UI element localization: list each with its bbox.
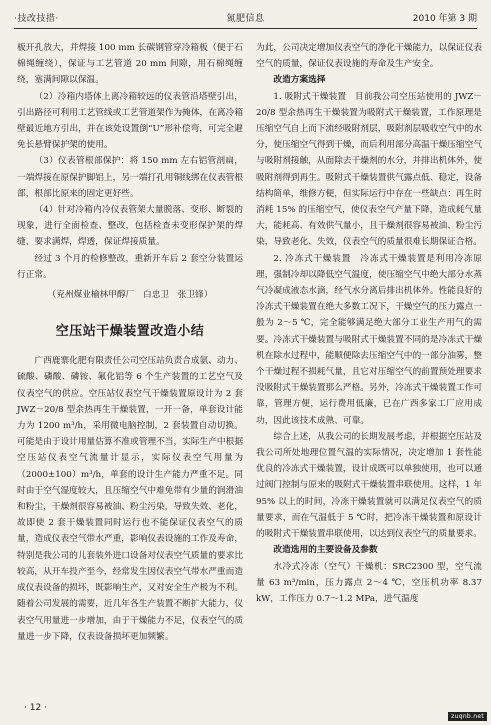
page-number: · 12 · (24, 703, 47, 713)
paragraph: 经过 3 个月的检修整改，重新开车后 2 套空分装置运行正常。 (17, 253, 243, 280)
paragraph: （3）仪表管根部保护：将 150 mm 左右铝管剖扁，一端焊接在原保护脚铝上，另一端打孔用铜线绑在仪表管根部，根部比原来的固定更好些。 (17, 156, 243, 199)
running-header (14, 10, 477, 29)
left-column (17, 40, 243, 645)
article-title: 空压站干燥装置改造小结 (55, 324, 205, 340)
author-byline: （兖州煤业榆林甲醇厂 白忠卫 张卫锋） (47, 290, 213, 301)
paragraph: （2）冷箱内塔体上离冷箱较远的仪表管沿塔壁引出，引出路径可利用工艺管线或工艺管道架作为掩体，在离冷箱壁最近地方引出，并在该处设置倒“U”形补偿弯，可完全避免长悬臂保护架的使用。 (17, 91, 243, 151)
paragraph: 1. 吸附式干燥装置 目前我公司空压站使用的 JWZ－20/8 型余热再生干燥装置为吸附式干燥装置，工作原理是压缩空气自上而下流经吸附剂层，吸附剂层吸收空气中的水分，使压缩空气得到干燥，而后利用部分高温干燥压缩空气与吸附剂接触，从面除去干燥剂的水分，并排出机体外，使吸附剂得到再生。吸附式干燥装置供气露点低、稳定，设备结构简单，维修方便，但实际运行中存在一些缺点：再生时消耗 15% 的压缩空气，使仪表空气产量下降，造成耗气量大，能耗高、有效供气量小，且干燥剂很容易被油、粉尘污染，导致老化、失效，仪表空气的质量很难长期保证合格。 (256, 91, 482, 248)
paragraph: 综合上述，从我公司的长期发展考虑，并根据空压站及我公司所处地理位置气温的实际情况，决定增加 1 套性能优良的冷冻式干燥装置，设计成既可以单独使用，也可以通过阀门控制与原来的吸附式干燥装置串联使用。这样，1 年 95% 以上的时间，冷冻干燥装置就可以满足仪表空气的质量要求，而在气温低于 5 ℃时，把冷冻干燥装置和原设计的吸附式干燥装置串联使用，以达到仪表空气的质量要求。 (256, 431, 482, 540)
paragraph: （4）针对冷箱内冷仪表管架大量脱落、变形、断裂的现象，进行全面检查、整改，包括检查未变形保护架的焊缝，要求满焊，焊透，保证焊接质量。 (17, 205, 243, 248)
paragraph: 为此，公司决定增加仪表空气的净化干燥能力，以保证仪表空气的质量，保证仪表设施的寿命及生产安全。 (256, 43, 482, 70)
right-column (256, 40, 482, 607)
paragraph: 广西鹿寨化肥有限责任公司空压站负责合成氨、动力、硫酸、磷酸、磷铵、氟化铝等 6 个生产装置的工艺空气及仪表空气的供应。空压站仪表空气干燥装置原设计为 2 套 JWZ－20/8 型余热再生干燥装置，一开一备，单套设计能力为 1200 m³/h，采用微电脑控制，2 套装置自动切换。可能是由于设计用量估算不准或管理不当，实际生产中根据空压站仪表空气流量计显示，实际仪表空气用量为（2000±100）m³/h，单套的设计生产能力严重不足。同时由于空气湿度较大，且压缩空气中难免带有少量的润滑油和粉尘，干燥剂很容易被油、粉尘污染，导致失效、老化，故即使 2 套干燥装置同时运行也不能保证仪表空气的质量，造成仪表空气带水严重，影响仪表设施的工作及寿命，特别是我公司的儿套装外进口设备对仪表空气质量的要求比较高，从开车投产至今，经常发生因仪表空气带水严重而造成仪表设备的损坏，既影响生产，又对安全生产极为不利。随着公司发展的需要，近几年各生产装置不断扩大能力，仪表空气用量进一步增加，由于干燥能力不足，仪表空气的质量进一步下降，仪表设备损坏更加频繁。 (17, 356, 243, 642)
journal-name: 氮肥信息 (226, 14, 265, 24)
paragraph: 水冷式冷冻（空气）干燥机：SRC2300 型，空气流量 63 m³/min，压力露点 2～4 ℃，空压机功率 8.37 kW，工作压力 0.7～1.2 MPa，进气温度 (256, 561, 482, 604)
paragraph: 2. 冷冻式干燥装置 冷冻式干燥装置是利用冷冻原理，强制冷却以降低空气温度，使压缩空气中绝大部分水蒸气冷凝成液态水滴，经气水分离后排出机体外。性能良好的冷冻式干燥装置在绝大多数工况下，干燥空气的压力露点一般为 2～5 ℃，完全能够满足绝大部分工业生产用气的需要。冷冻式干燥装置与吸附式干燥装置不同的是冷冻式干燥机在除水过程中，能顺便除去压缩空气中的一部分油雾，整个干燥过程不损耗气量，且它对压缩空气的前置预处理要求没吸附式干燥装置那么严格。另外，冷冻式干燥装置工作可靠，管理方便，运行费用低廉，已在广西多家工厂应用成功，因此该技术成熟、可靠。 (256, 253, 482, 426)
section-heading: 改造选用的主要设备及参数 (273, 545, 378, 556)
section-heading: 改造方案选择 (273, 75, 326, 86)
paragraph: 板开孔放大，并焊接 100 mm 长碳钢管穿冷箱板（便于石棉绳缠绕），保证与工艺管道 20 mm 间隙，用石棉绳缠绕，塞满间隙以保温。 (17, 43, 243, 86)
site-watermark: zuqnb.net (448, 712, 487, 721)
issue-label: 2010 年第 3 期 (412, 14, 477, 24)
section-label: ·技改技措· (14, 14, 59, 24)
